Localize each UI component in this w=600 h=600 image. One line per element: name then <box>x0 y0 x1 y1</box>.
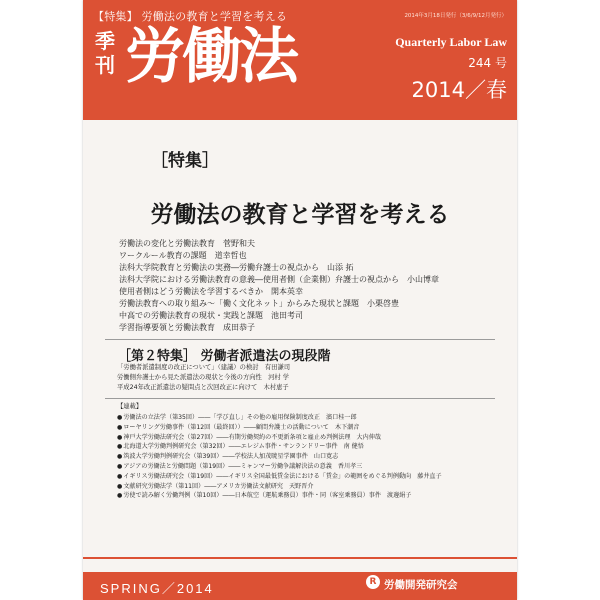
serial-text: 北海道大学労働判例研究会（第32回）――エレジム事件・サンランドリー事件 南 健悟 <box>123 443 364 451</box>
bullet-icon: ● <box>117 462 123 470</box>
serial-text: 文献研究労働法学（第11回）――アメリカ労働法文献研究 天野晋介 <box>123 482 314 490</box>
magazine-title: 労働法 <box>125 22 296 92</box>
footer-season: SPRING／2014 <box>100 581 214 596</box>
second-feature-title: ［第２特集］ 労働者派遣法の現段階 <box>118 349 331 364</box>
serial-item <box>117 482 507 492</box>
article-item: 労働法の変化と労働法教育 菅野和夫 <box>119 239 255 248</box>
serial-item <box>117 442 507 452</box>
article-item: 法科大学院における労働法教育の意義―使用者側（企業側）弁護士の視点から 小山博章 <box>119 275 439 284</box>
serial-item <box>117 472 507 482</box>
bullet-icon: ● <box>117 492 123 500</box>
bullet-icon: ● <box>117 423 123 431</box>
bullet-icon: ● <box>117 433 123 441</box>
serial-text: アジアの労働法と労働問題（第19回）――ミャンマー労働争議解決法の意義 香川孝三 <box>123 462 363 470</box>
serial-text: 労使で読み解く労働判例（第10回）――日本航空（運航乗務員）事件・同（客室乗務員）事件 渡邊絹子 <box>123 492 412 500</box>
year-season: 2014／春 <box>411 78 507 102</box>
feature-banner: 【特集】 労働法の教育と学習を考える <box>93 10 288 23</box>
feature-title: 労働法の教育と学習を考える <box>150 201 450 228</box>
serial-item <box>117 423 507 433</box>
serial-item <box>117 413 507 423</box>
quarterly-mark-char: 季 <box>95 29 115 53</box>
article-item: ワークルール教育の課題 道幸哲也 <box>119 251 247 260</box>
article-item: 使用者側はどう労働法を学習するべきか 開本英幸 <box>119 287 303 296</box>
bullet-icon: ● <box>117 453 123 461</box>
article-item: 労働側弁護士から見た派遣法の現状と今後の方向性 河村 学 <box>117 374 290 381</box>
bullet-icon: ● <box>117 482 123 490</box>
article-item: 学習指導要領と労働法教育 成田恭子 <box>119 323 255 332</box>
feature-article-list <box>119 238 509 334</box>
divider <box>105 398 495 399</box>
serials-heading: 【連載】 <box>117 403 143 410</box>
magazine-cover <box>83 0 517 600</box>
divider <box>105 339 495 340</box>
issue-date: 2014年3月18日発行（3/6/9/12月発行） <box>404 13 507 19</box>
second-feature-article-list <box>117 363 497 393</box>
article-item: 「労働者派遣制度の改正について」（建議）の検討 有田謙司 <box>117 364 291 371</box>
serial-item <box>117 433 507 443</box>
article-item: 平成24年改正派遣法の疑問点と次回改正に向けて 木村恵子 <box>117 384 289 391</box>
serial-text: ローヤリング労働事件（第12回（最終回））――顧問弁護士の活動について 木下潮音 <box>123 423 360 431</box>
serial-item <box>117 452 507 462</box>
bullet-icon: ● <box>117 443 123 451</box>
feature-label: ［特集］ <box>151 151 219 171</box>
article-item: 法科大学院教育と労働法の実務―労働弁護士の視点から 山添 拓 <box>119 263 354 272</box>
article-item: 労働法教育への取り組み～「働く文化ネット」からみた現状と課題 小栗啓豊 <box>119 299 399 308</box>
serial-text: イギリス労働法研究会（第19回）――イギリス全国最低賃金法における「賃金」の範囲をめぐる判例動向 藤井直子 <box>123 472 442 480</box>
bullet-icon: ● <box>117 414 123 421</box>
bullet-icon: ● <box>117 472 123 480</box>
issue-number: 244 号 <box>468 56 507 70</box>
footer-rule <box>83 557 517 559</box>
serial-item <box>117 491 507 501</box>
quarterly-mark-char: 刊 <box>95 53 115 77</box>
serial-text: 神戸大学労働法研究会（第27回）――有期労働契約の不更新条項と雇止め判例法理 大内伸哉 <box>123 433 381 441</box>
serial-item <box>117 462 507 472</box>
publisher-name: 労働開発研究会 <box>384 579 458 591</box>
article-item: 中高での労働法教育の現状・実践と課題 池田考司 <box>119 311 303 320</box>
quarterly-mark <box>94 29 116 77</box>
english-title: Quarterly Labor Law <box>395 35 507 49</box>
serials-list <box>117 413 507 501</box>
publisher-logo-icon: R <box>366 575 380 589</box>
serial-text: 労働法の立法学（第35回）――「学び直し」その他の雇用保険制度改正 濱口桂一郎 <box>123 414 357 421</box>
serial-text: 筑波大学労働判例研究会（第39回）――学校法人加茂暁星学園事件 山口寛志 <box>123 453 339 461</box>
